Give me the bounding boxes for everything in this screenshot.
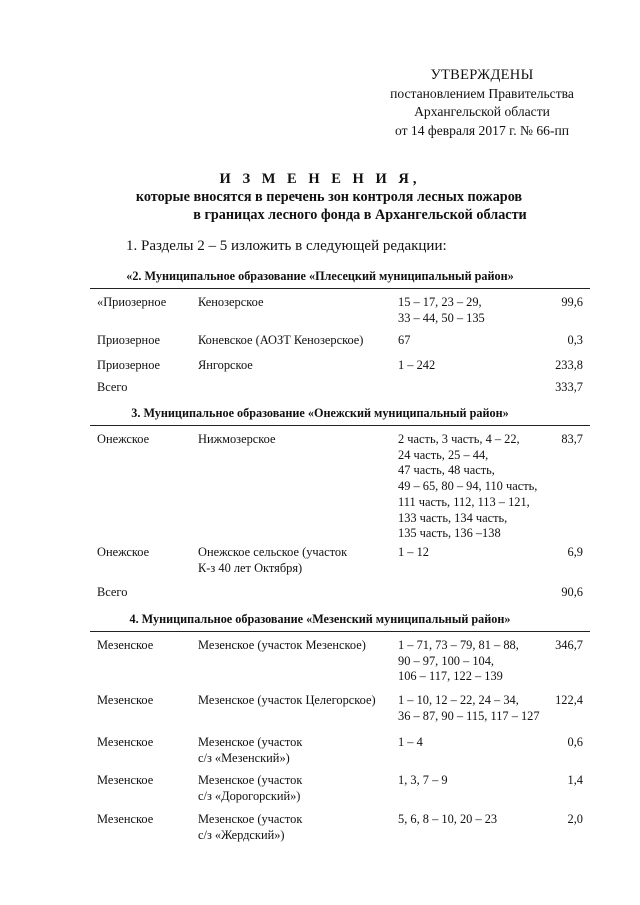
district-cell xyxy=(198,295,388,311)
title-line-3: в границах лесного фонда в Архангельской области xyxy=(193,207,527,223)
district-cell xyxy=(198,735,388,766)
section-divider xyxy=(90,631,590,632)
item-1-text: 1. Разделы 2 – 5 изложить в следующей редакции: xyxy=(126,238,447,254)
quarters-cell-line: 1 – 71, 73 – 79, 81 – 88, xyxy=(398,638,519,652)
district-cell xyxy=(198,773,388,804)
quarters-cell xyxy=(398,432,548,542)
quarters-cell-line: 1 – 242 xyxy=(398,358,436,372)
district-cell-line: Онежское сельское (участок xyxy=(198,545,348,559)
area-cell: 346,7 xyxy=(555,638,583,652)
forestry-cell: «Приозерное xyxy=(97,295,167,309)
title-spaced: И З М Е Н Е Н И Я, xyxy=(219,171,421,187)
district-cell-line: Янгорское xyxy=(198,358,253,372)
quarters-cell-line: 135 часть, 136 –138 xyxy=(398,526,501,541)
area-cell: 333,7 xyxy=(555,380,583,394)
area-cell: 122,4 xyxy=(555,693,583,707)
quarters-cell-line: 36 – 87, 90 – 115, 117 – 127 xyxy=(398,708,540,723)
district-cell xyxy=(198,693,388,709)
title-line-2: которые вносятся в перечень зон контроля лесных пожаров xyxy=(135,189,523,205)
quarters-cell-line: 111 часть, 112, 113 – 121, xyxy=(398,494,530,509)
quarters-cell-line: 90 – 97, 100 – 104, xyxy=(398,653,495,668)
district-cell-line: Мезенское (участок Мезенское) xyxy=(198,638,366,652)
district-cell xyxy=(198,812,388,843)
quarters-cell-line: 24 часть, 25 – 44, xyxy=(398,447,489,462)
quarters-cell-line: 1, 3, 7 – 9 xyxy=(398,773,448,787)
district-cell xyxy=(198,545,388,576)
forestry-cell: Мезенское xyxy=(97,735,154,749)
forestry-cell: Всего xyxy=(97,380,128,394)
quarters-cell-line: 1 – 12 xyxy=(398,545,429,559)
forestry-cell: Онежское xyxy=(97,545,150,559)
quarters-cell-line: 47 часть, 48 часть, xyxy=(398,463,495,478)
district-cell-line: Кенозерское xyxy=(198,295,264,309)
forestry-cell: Мезенское xyxy=(97,812,154,826)
quarters-cell-line: 1 – 4 xyxy=(398,735,423,749)
district-cell-line: Мезенское (участок Целегорское) xyxy=(198,693,376,707)
district-cell-line: Мезенское (участок xyxy=(198,773,303,787)
area-cell: 2,0 xyxy=(567,812,583,826)
district-cell-line: Мезенское (участок xyxy=(198,812,303,826)
forestry-cell: Онежское xyxy=(97,432,150,446)
forestry-cell: Мезенское xyxy=(97,773,154,787)
district-cell-line: с/з «Жердский») xyxy=(198,827,285,842)
forestry-cell: Приозерное xyxy=(97,333,161,347)
area-cell: 233,8 xyxy=(555,358,583,372)
approval-line-3: от 14 февраля 2017 г. № 66-пп xyxy=(394,122,570,138)
approval-line-1: постановлением Правительства xyxy=(390,85,574,101)
document-title xyxy=(0,170,640,224)
district-cell-line: Коневское (АОЗТ Кенозерское) xyxy=(198,333,364,347)
area-cell: 6,9 xyxy=(567,545,583,559)
section-divider xyxy=(90,425,590,426)
section-divider xyxy=(90,288,590,289)
area-cell: 90,6 xyxy=(561,585,583,599)
approval-heading: УТВЕРЖДЕНЫ xyxy=(430,67,534,83)
quarters-cell-line: 33 – 44, 50 – 135 xyxy=(398,310,485,325)
quarters-cell-line: 5, 6, 8 – 10, 20 – 23 xyxy=(398,812,498,826)
district-cell-line: с/з «Мезенский») xyxy=(198,750,290,765)
forestry-cell: Мезенское xyxy=(97,693,154,707)
area-cell: 83,7 xyxy=(561,432,583,446)
quarters-cell-line: 2 часть, 3 часть, 4 – 22, xyxy=(398,432,520,446)
district-cell xyxy=(198,432,388,448)
forestry-cell: Приозерное xyxy=(97,358,161,372)
district-cell xyxy=(198,638,388,654)
quarters-cell-line: 67 xyxy=(398,333,411,347)
quarters-cell-line: 49 – 65, 80 – 94, 110 часть, xyxy=(398,479,538,494)
area-cell: 99,6 xyxy=(561,295,583,309)
forestry-cell: Мезенское xyxy=(97,638,154,652)
quarters-cell-line: 106 – 117, 122 – 139 xyxy=(398,669,503,684)
district-cell xyxy=(198,333,388,349)
approval-block xyxy=(372,66,592,140)
district-cell xyxy=(198,358,388,374)
area-cell: 0,6 xyxy=(567,735,583,749)
district-cell-line: Нижмозерское xyxy=(198,432,276,446)
district-cell-line: К-з 40 лет Октября) xyxy=(198,560,303,575)
approval-line-2: Архангельской области xyxy=(414,104,550,119)
quarters-cell-line: 133 часть, 134 часть, xyxy=(398,510,508,525)
district-cell-line: с/з «Дорогорский») xyxy=(198,788,301,803)
quarters-cell-line: 1 – 10, 12 – 22, 24 – 34, xyxy=(398,693,519,707)
forestry-cell: Всего xyxy=(97,585,128,599)
area-cell: 0,3 xyxy=(567,333,583,347)
quarters-cell-line: 15 – 17, 23 – 29, xyxy=(398,295,482,309)
section-heading: «2. Муниципальное образование «Плесецкий муниципальный район» xyxy=(126,269,514,283)
area-cell: 1,4 xyxy=(567,773,583,787)
section-heading: 3. Муниципальное образование «Онежский муниципальный район» xyxy=(131,406,509,420)
district-cell-line: Мезенское (участок xyxy=(198,735,303,749)
section-heading: 4. Муниципальное образование «Мезенский муниципальный район» xyxy=(129,612,511,626)
